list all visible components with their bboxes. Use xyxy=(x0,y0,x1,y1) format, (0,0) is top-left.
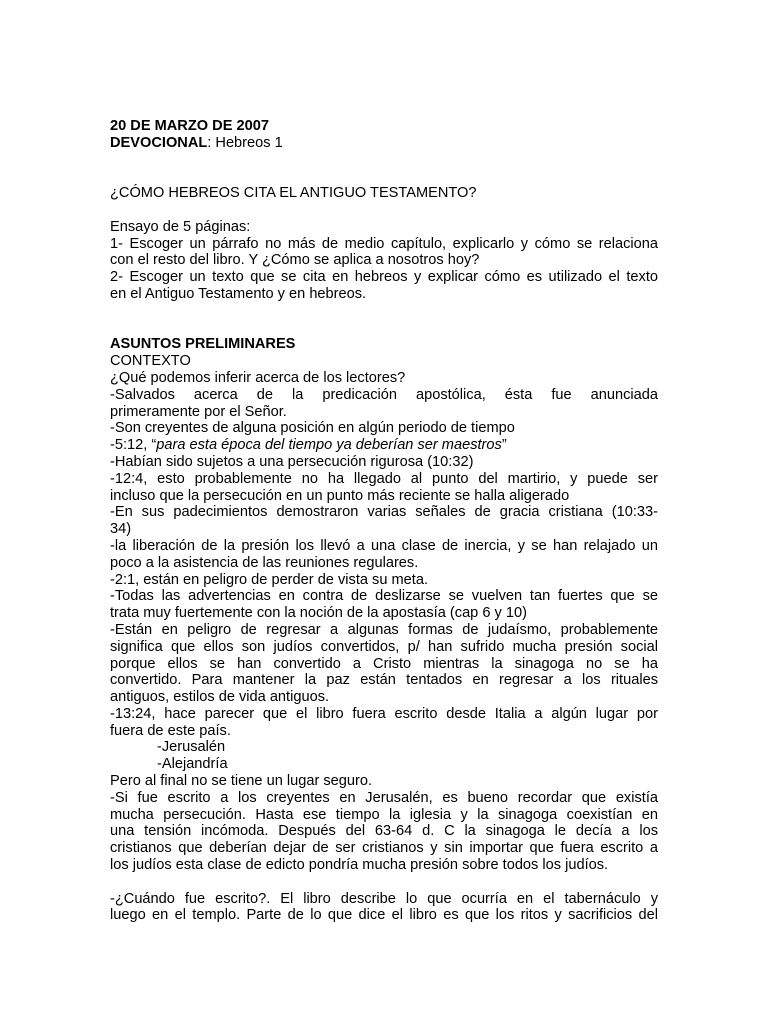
text-line: -Salvados acerca de la predicación apostólica, ésta fue anunciada xyxy=(110,386,658,403)
text-line: -Están en peligro de regresar a algunas formas de judaísmo, probablemente xyxy=(110,621,658,638)
section-subheading: CONTEXTO xyxy=(110,353,191,370)
text-line-indented: -Alejandría xyxy=(157,756,228,773)
document-date: 20 DE MARZO DE 2007 xyxy=(110,118,269,134)
text-line: -Son creyentes de alguna posición en algún periodo de tiempo xyxy=(110,420,515,437)
text-line: porque ellos se han convertido a Cristo mientras la sinagoga no se ha xyxy=(110,655,658,672)
text-line: -13:24, hace parecer que el libro fuera escrito desde Italia a algún lugar por xyxy=(110,705,658,722)
text-line: antiguos, estilos de vida antiguos. xyxy=(110,689,330,706)
ensayo-item-1-line-2: con el resto del libro. Y ¿Cómo se aplica a nosotros hoy? xyxy=(110,252,480,269)
text-line: incluso que la persecución en un punto más reciente se halla aligerado xyxy=(110,487,570,504)
devocional-line xyxy=(110,135,658,152)
text-line: poco a la asistencia de las reuniones regulares. xyxy=(110,554,419,571)
quote-open: -5:12, “ xyxy=(110,437,157,454)
text-line: -la liberación de la presión los llevó a una clase de inercia, y se han relajado un xyxy=(110,537,658,554)
text-line: convertido. Para mantener la paz están tentados en regresar a los rituales xyxy=(110,672,658,689)
quote-close: ” xyxy=(501,437,507,454)
text-line: 34) xyxy=(110,521,132,538)
text-line: -12:4, esto probablemente no ha llegado al punto del martirio, y puede ser xyxy=(110,470,658,487)
italic-quote: para esta época del tiempo ya deberían ser maestros xyxy=(156,437,502,454)
text-line: fuera de este país. xyxy=(110,722,231,739)
text-line: los judíos esta clase de edicto pondría mucha presión sobre todos los judíos. xyxy=(110,857,609,874)
text-line: Pero al final no se tiene un lugar seguro. xyxy=(110,773,373,790)
section-heading: ASUNTOS PRELIMINARES xyxy=(110,336,296,353)
devocional-value: : Hebreos 1 xyxy=(207,134,283,151)
text-line: mucha persecución. Hasta ese tiempo la iglesia y la sinagoga coexistían en xyxy=(110,806,658,823)
text-line: una tensión incómoda. Después del 63-64 d. C la sinagoga le decía a los xyxy=(110,823,658,840)
document-title: ¿CÓMO HEBREOS CITA EL ANTIGUO TESTAMENTO? xyxy=(110,185,477,202)
text-line: -En sus padecimientos demostraron varias señales de gracia cristiana (10:33- xyxy=(110,504,658,521)
text-line-indented: -Jerusalén xyxy=(157,739,226,756)
document-page xyxy=(110,118,658,924)
text-line: -Todas las advertencias en contra de deslizarse se vuelven tan fuertes que se xyxy=(110,588,658,605)
ensayo-item-2-line-2: en el Antiguo Testamento y en hebreos. xyxy=(110,285,367,302)
text-line: -¿Cuándo fue escrito?. El libro describe lo que ocurría en el tabernáculo y xyxy=(110,890,658,907)
ensayo-item-1-line-1: 1- Escoger un párrafo no más de medio capítulo, explicarlo y cómo se relaciona xyxy=(110,235,658,252)
text-line: significa que ellos son judíos convertidos, p/ han sufrido mucha presión social xyxy=(110,638,658,655)
ensayo-heading: Ensayo de 5 páginas: xyxy=(110,218,251,235)
text-line: -Si fue escrito a los creyentes en Jerusalén, es bueno recordar que existía xyxy=(110,789,658,806)
devocional-label: DEVOCIONAL xyxy=(110,134,208,151)
text-line: trata muy fuertemente con la noción de la apostasía (cap 6 y 10) xyxy=(110,605,527,622)
text-line: cristianos que deberían dejar de ser cristianos y sin importar que fuera escrito a xyxy=(110,840,658,857)
section-question: ¿Qué podemos inferir acerca de los lectores? xyxy=(110,369,406,386)
ensayo-item-2-line-1: 2- Escoger un texto que se cita en hebreos y explicar cómo es utilizado el texto xyxy=(110,269,658,286)
text-line: -Habían sido sujetos a una persecución rigurosa (10:32) xyxy=(110,453,474,470)
text-line: luego en el templo. Parte de lo que dice el libro es que los ritos y sacrificios del xyxy=(110,907,658,924)
text-line: -2:1, están en peligro de perder de vista su meta. xyxy=(110,571,429,588)
text-line xyxy=(110,437,658,454)
text-line: primeramente por el Señor. xyxy=(110,403,287,420)
